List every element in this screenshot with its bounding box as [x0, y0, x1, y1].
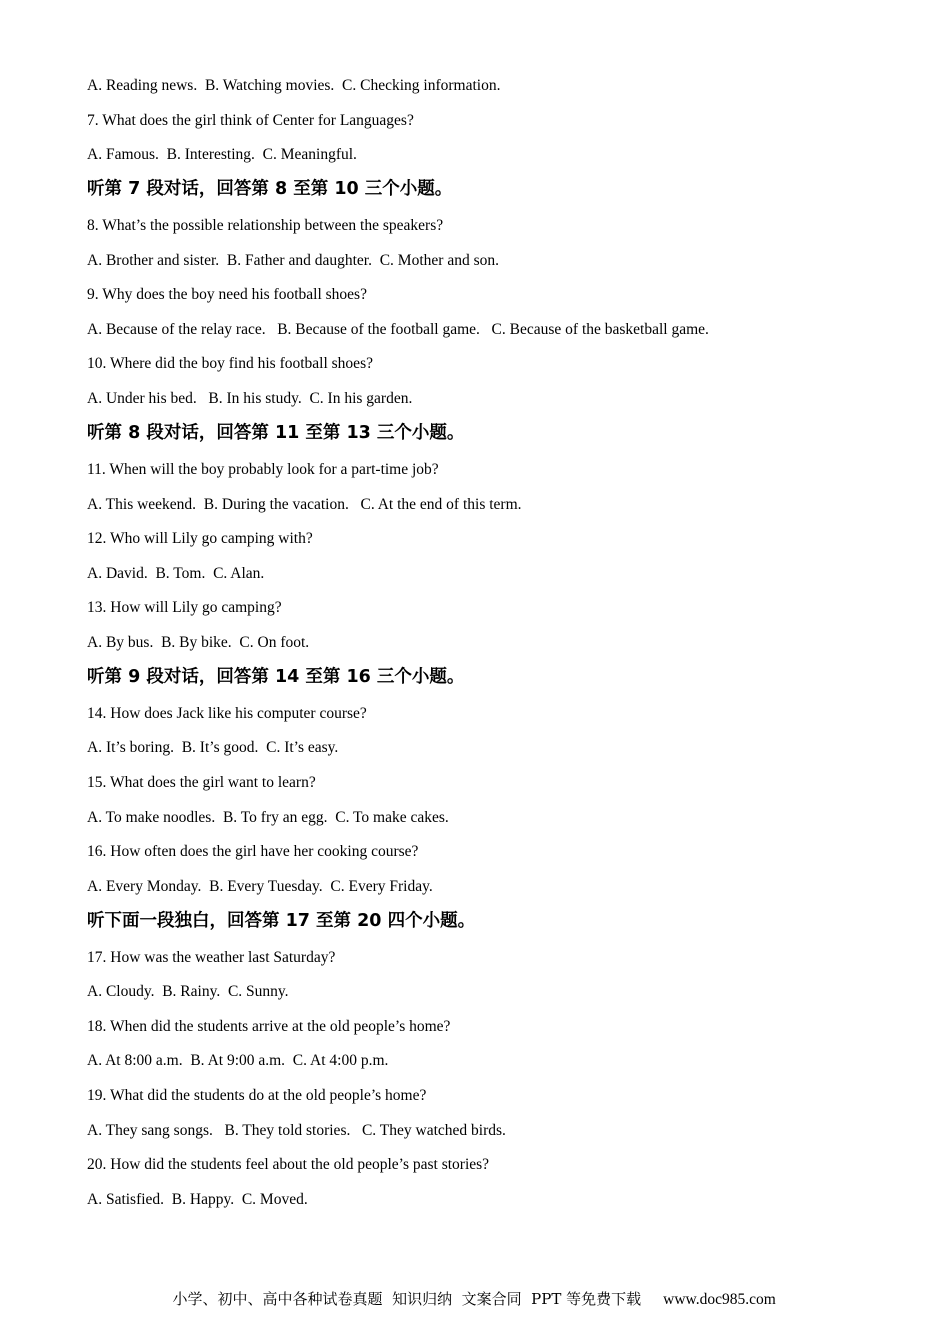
q16-options: A. Every Monday. B. Every Tuesday. C. Every Friday.: [87, 878, 433, 895]
q8-question: 8. What’s the possible relationship between the speakers?: [87, 217, 444, 234]
q19-question: 19. What did the students do at the old people’s home?: [87, 1087, 427, 1104]
q7-question: 7. What does the girl think of Center for Languages?: [87, 112, 414, 129]
section-heading-dialogue-9: 听第 9 段对话，回答第 14 至第 16 三个小题。: [87, 667, 465, 687]
page-footer: [163, 1269, 776, 1310]
q11-options: A. This weekend. B. During the vacation. C. At the end of this term.: [87, 496, 522, 513]
q17-options: A. Cloudy. B. Rainy. C. Sunny.: [87, 983, 289, 1000]
section-heading-dialogue-7: 听第 7 段对话，回答第 8 至第 10 三个小题。: [87, 179, 453, 199]
q6-options: A. Reading news. B. Watching movies. C. Checking information.: [87, 77, 501, 94]
q12-options: A. David. B. Tom. C. Alan.: [87, 565, 265, 582]
section-heading-dialogue-8: 听第 8 段对话，回答第 11 至第 13 三个小题。: [87, 423, 465, 443]
q8-options: A. Brother and sister. B. Father and daughter. C. Mother and son.: [87, 252, 499, 269]
q13-question: 13. How will Lily go camping?: [87, 599, 282, 616]
footer-text: 小学、初中、高中各种试卷真题 知识归纳 文案合同 PPT 等免费下载: [172, 1290, 642, 1308]
footer-url-link[interactable]: www.doc985.com: [663, 1291, 776, 1308]
q17-question: 17. How was the weather last Saturday?: [87, 949, 336, 966]
q16-question: 16. How often does the girl have her cooking course?: [87, 843, 419, 860]
q11-question: 11. When will the boy probably look for a part-time job?: [87, 461, 439, 478]
q9-question: 9. Why does the boy need his football shoes?: [87, 286, 367, 303]
q10-question: 10. Where did the boy find his football shoes?: [87, 355, 373, 372]
q19-options: A. They sang songs. B. They told stories. C. They watched birds.: [87, 1122, 506, 1139]
q15-question: 15. What does the girl want to learn?: [87, 774, 316, 791]
q7-options: A. Famous. B. Interesting. C. Meaningful.: [87, 146, 357, 163]
q10-options: A. Under his bed. B. In his study. C. In his garden.: [87, 390, 413, 407]
q14-question: 14. How does Jack like his computer course?: [87, 705, 367, 722]
section-heading-monologue: 听下面一段独白，回答第 17 至第 20 四个小题。: [87, 911, 476, 931]
q13-options: A. By bus. B. By bike. C. On foot.: [87, 634, 310, 651]
q18-question: 18. When did the students arrive at the old people’s home?: [87, 1018, 451, 1035]
q20-question: 20. How did the students feel about the old people’s past stories?: [87, 1156, 490, 1173]
q20-options: A. Satisfied. B. Happy. C. Moved.: [87, 1191, 308, 1208]
q12-question: 12. Who will Lily go camping with?: [87, 530, 313, 547]
q9-options: A. Because of the relay race. B. Because of the football game. C. Because of the basketball game.: [87, 321, 709, 338]
q15-options: A. To make noodles. B. To fry an egg. C. To make cakes.: [87, 809, 449, 826]
q14-options: A. It’s boring. B. It’s good. C. It’s easy.: [87, 739, 339, 756]
q18-options: A. At 8:00 a.m. B. At 9:00 a.m. C. At 4:00 p.m.: [87, 1052, 389, 1069]
